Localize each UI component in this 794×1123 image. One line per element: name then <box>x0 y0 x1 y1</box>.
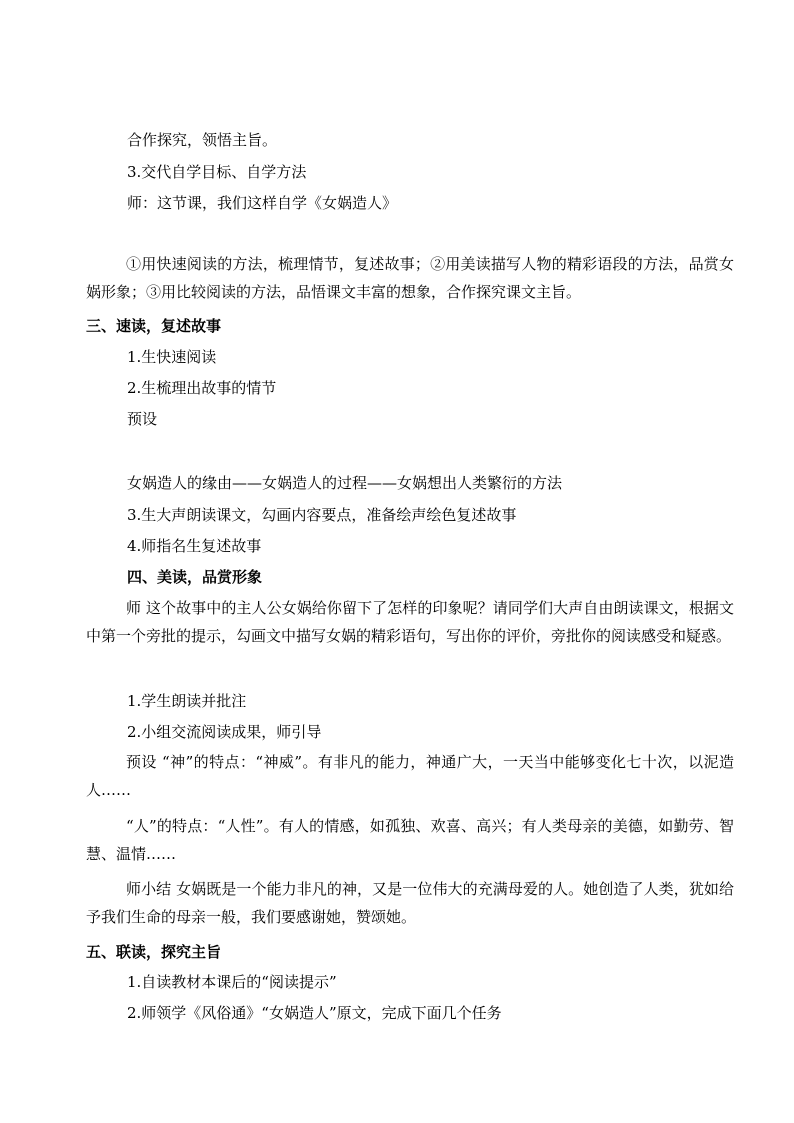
text-line: 合作探究，领悟主旨。 <box>127 131 278 149</box>
section-heading: 三、速读，复述故事 <box>86 317 222 335</box>
text-line: 师：这节课，我们这样自学《女娲造人》 <box>127 194 398 212</box>
text-line: 2.生梳理出故事的情节 <box>127 379 277 397</box>
text-line: 2.师领学《风俗通》“女娲造人”原文，完成下面几个任务 <box>127 1004 502 1022</box>
text-line: 3.交代自学目标、自学方法 <box>127 163 307 181</box>
paragraph: ①用快速阅读的方法，梳理情节，复述故事；②用美读描写人物的精彩语段的方法，品赏女娲形象；③用比较阅读的方法，品悟课文丰富的想象，合作探究课文主旨。 <box>86 255 734 301</box>
text-line: 4.师指名生复述故事 <box>127 537 262 555</box>
text-line: 2.小组交流阅读成果，师引导 <box>127 723 322 741</box>
text-line: 1.学生朗读并批注 <box>127 692 247 710</box>
section-heading: 四、美读，品赏形象 <box>127 568 263 586</box>
paragraph: 预设 “神”的特点：“神威”。有非凡的能力，神通广大，一天当中能够变化七十次，以泥造人…… <box>86 753 734 799</box>
text-line: 预设 <box>127 410 158 428</box>
paragraph: 师小结 女娲既是一个能力非凡的神，又是一位伟大的充满母爱的人。她创造了人类，犹如给予我们生命的母亲一般，我们要感谢她，赞颂她。 <box>86 880 734 926</box>
text-line: 3.生大声朗读课文，勾画内容要点，准备绘声绘色复述故事 <box>127 506 517 524</box>
text-line: 1.自读教材本课后的“阅读提示” <box>127 973 337 991</box>
section-heading: 五、联读，探究主旨 <box>86 943 222 961</box>
text-line: 女娲造人的缘由——女娲造人的过程——女娲想出人类繁衍的方法 <box>127 474 563 492</box>
text-line: 1.生快速阅读 <box>127 348 217 366</box>
paragraph: “人”的特点：“人性”。有人的情感，如孤独、欢喜、高兴；有人类母亲的美德，如勤劳、智慧、温情…… <box>86 817 734 863</box>
paragraph: 师 这个故事中的主人公女娲给你留下了怎样的印象呢？请同学们大声自由朗读课文，根据文中第一个旁批的提示，勾画文中描写女娲的精彩语句，写出你的评价，旁批你的阅读感受和疑惑。 <box>86 599 734 645</box>
